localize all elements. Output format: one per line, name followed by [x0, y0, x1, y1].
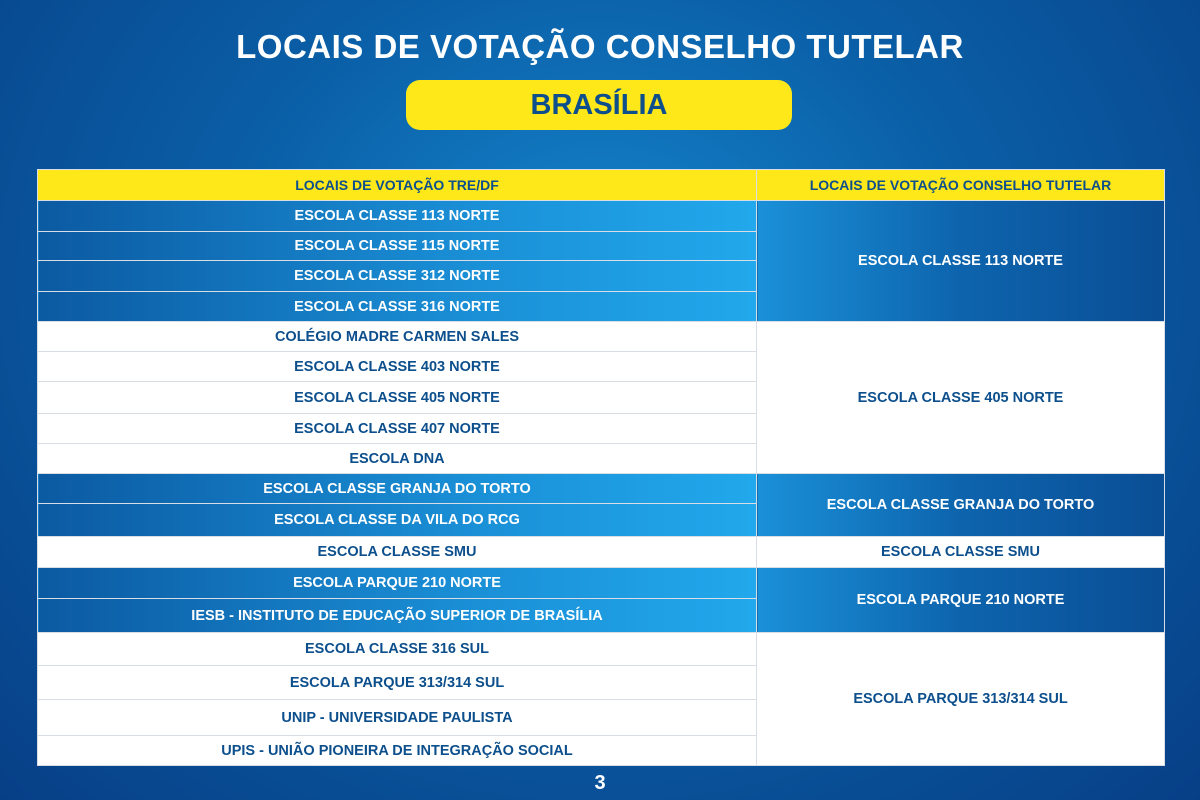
- tre-location: COLÉGIO MADRE CARMEN SALES: [38, 322, 757, 352]
- tre-location: UPIS - UNIÃO PIONEIRA DE INTEGRAÇÃO SOCIAL: [38, 736, 757, 766]
- header-conselho: LOCAIS DE VOTAÇÃO CONSELHO TUTELAR: [757, 170, 1165, 201]
- table-row: [38, 633, 1165, 666]
- conselho-location: ESCOLA CLASSE SMU: [757, 537, 1165, 568]
- table-row: [38, 201, 1165, 232]
- table-row: [38, 537, 1165, 568]
- tre-location: ESCOLA CLASSE GRANJA DO TORTO: [38, 474, 757, 504]
- page-number: 3: [594, 772, 606, 794]
- table-header-row: [38, 170, 1165, 201]
- conselho-location: ESCOLA CLASSE 113 NORTE: [757, 201, 1165, 322]
- voting-locations-table: [37, 169, 1165, 766]
- table-row: [38, 322, 1165, 352]
- tre-location: ESCOLA CLASSE 403 NORTE: [38, 352, 757, 382]
- conselho-location: ESCOLA CLASSE GRANJA DO TORTO: [757, 474, 1165, 537]
- tre-location: ESCOLA CLASSE 115 NORTE: [38, 232, 757, 261]
- tre-location: ESCOLA CLASSE 316 NORTE: [38, 292, 757, 322]
- conselho-location: ESCOLA CLASSE 405 NORTE: [757, 322, 1165, 474]
- tre-location: ESCOLA CLASSE 312 NORTE: [38, 261, 757, 292]
- table-row: [38, 568, 1165, 599]
- header-tre: LOCAIS DE VOTAÇÃO TRE/DF: [38, 170, 757, 201]
- tre-location: UNIP - UNIVERSIDADE PAULISTA: [38, 700, 757, 736]
- tre-location: IESB - INSTITUTO DE EDUCAÇÃO SUPERIOR DE BRASÍLIA: [38, 599, 757, 633]
- region-badge: BRASÍLIA: [406, 80, 792, 130]
- page-title: LOCAIS DE VOTAÇÃO CONSELHO TUTELAR: [236, 28, 964, 65]
- tre-location: ESCOLA CLASSE SMU: [38, 537, 757, 568]
- tre-location: ESCOLA DNA: [38, 444, 757, 474]
- tre-location: ESCOLA PARQUE 210 NORTE: [38, 568, 757, 599]
- tre-location: ESCOLA CLASSE 316 SUL: [38, 633, 757, 666]
- tre-location: ESCOLA CLASSE 405 NORTE: [38, 382, 757, 414]
- tre-location: ESCOLA CLASSE DA VILA DO RCG: [38, 504, 757, 537]
- tre-location: ESCOLA CLASSE 113 NORTE: [38, 201, 757, 232]
- conselho-location: ESCOLA PARQUE 313/314 SUL: [757, 633, 1165, 766]
- table-row: [38, 474, 1165, 504]
- tre-location: ESCOLA PARQUE 313/314 SUL: [38, 666, 757, 700]
- tre-location: ESCOLA CLASSE 407 NORTE: [38, 414, 757, 444]
- conselho-location: ESCOLA PARQUE 210 NORTE: [757, 568, 1165, 633]
